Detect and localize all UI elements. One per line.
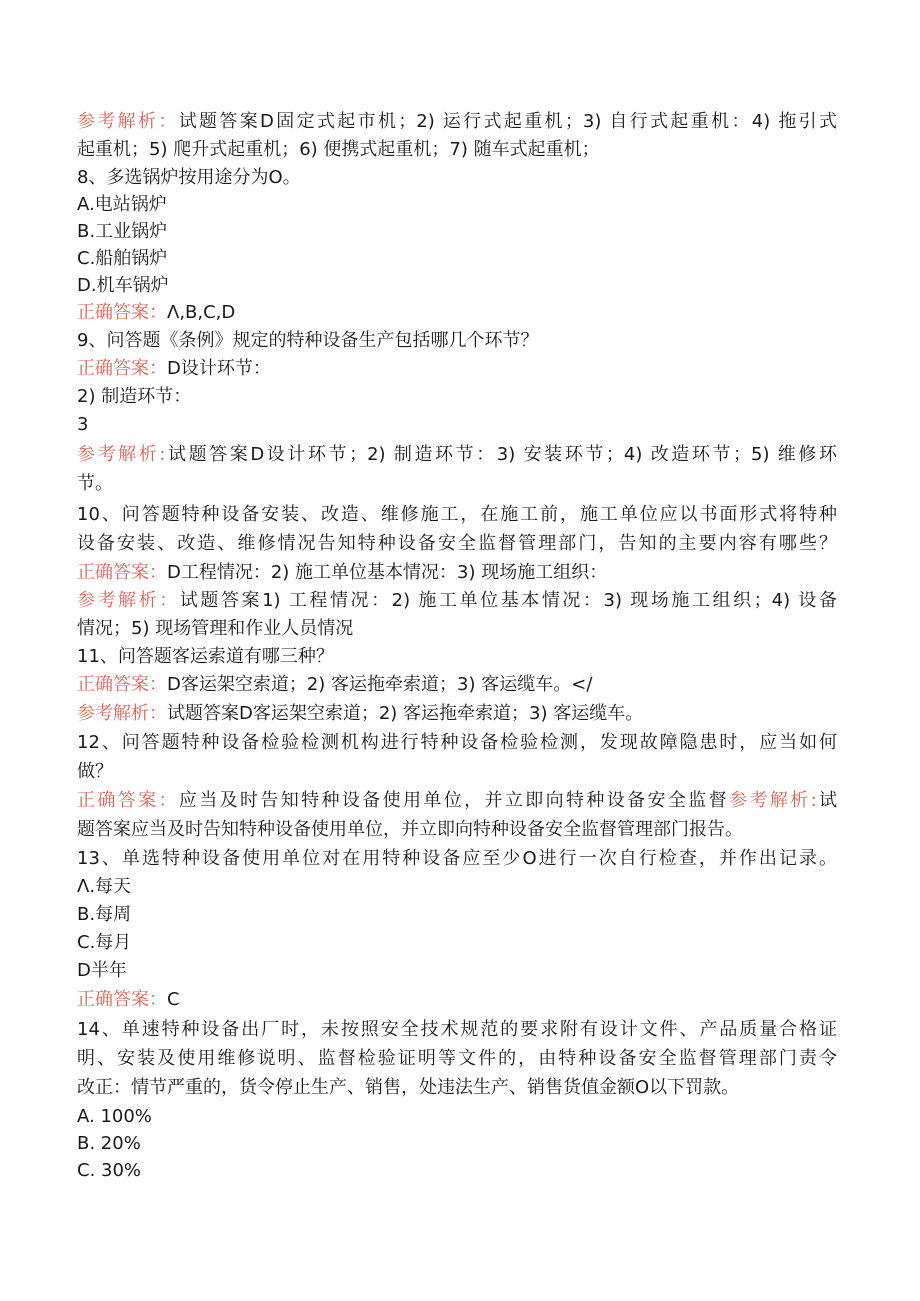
- question-10: 10、问答题特种设备安装、改造、维修施工，在施工前，施工单位应以书面形式将特种: [77, 504, 837, 525]
- analysis-text: 试题答案D客运架空索道；2) 客运拖牵索道；3) 客运缆车。: [167, 703, 644, 724]
- text-line: 设备安装、改造、维修情况告知特种设备安全监督管理部门，告知的主要内容有哪些？: [77, 533, 837, 554]
- analysis-line: [77, 108, 837, 136]
- analysis-text: 试: [816, 790, 837, 811]
- analysis-line: [77, 700, 837, 728]
- text-line: 起重机；5) 爬升式起重机；6) 便携式起重机；7) 随车式起重机；: [77, 139, 600, 160]
- option-b: B. 20%: [77, 1133, 141, 1154]
- option-c: C.每月: [77, 932, 132, 953]
- analysis-label: 参考解析：: [77, 111, 179, 132]
- option-a: A. 100%: [77, 1106, 152, 1127]
- answer-label: 正确答案：: [77, 790, 179, 811]
- option-d: D半年: [77, 960, 127, 981]
- text-line: 3: [77, 414, 89, 435]
- analysis-line: [77, 587, 837, 615]
- question-11: 11、问答题客运索道有哪三种？: [77, 646, 334, 667]
- analysis-label: 参考解析：: [77, 703, 167, 724]
- analysis-text: 试题答案1) 工程情况：2) 施工单位基本情况：3) 现场施工组织；4) 设备: [179, 590, 837, 611]
- text-line: 题答案应当及时告知特种设备使用单位，并立即向特种设备安全监督管理部门报告。: [77, 819, 743, 840]
- answer-line: [77, 671, 837, 699]
- option-c: C. 30%: [77, 1160, 142, 1181]
- answer-label: 正确答案：: [77, 989, 167, 1010]
- analysis-label: 参考解析:: [729, 790, 817, 811]
- answer-label: 正确答案：: [77, 562, 167, 583]
- analysis-line: [77, 441, 837, 469]
- question-12: 12、问答题特种设备检验检测机构进行特种设备检验检测，发现故障隐患时，应当如何: [77, 732, 837, 753]
- answer-label: 正确答案：: [77, 358, 167, 379]
- option-a: Λ.每天: [77, 876, 132, 897]
- answer-text: Λ,B,C,D: [167, 302, 236, 323]
- question-9: 9、问答题《条例》规定的特种设备生产包括哪几个环节？: [77, 330, 539, 351]
- answer-line: [77, 787, 837, 815]
- answer-line: [77, 986, 837, 1014]
- answer-text: D工程情况：2) 施工单位基本情况：3) 现场施工组织：: [167, 562, 608, 583]
- text-line: 明、安装及使用维修说明、监督检验证明等文件的，由特种设备安全监督管理部门责令: [77, 1048, 837, 1069]
- answer-text: D客运架空索道；2) 客运拖牵索道；3) 客运缆车。</: [167, 674, 593, 695]
- option-c: C.船舶锅炉: [77, 248, 168, 269]
- option-a: A.电站锅炉: [77, 194, 167, 215]
- answer-text: D设计环节：: [167, 358, 271, 379]
- question-8: 8、多选锅炉按用途分为O。: [77, 167, 301, 188]
- analysis-label: 参考解析:: [77, 444, 166, 465]
- analysis-text: 试题答案D固定式起市机；2) 运行式起重机；3) 自行式起重机：4) 拖引式: [178, 111, 837, 132]
- analysis-text: 试题答案D设计环节；2) 制造环节：3) 安装环节；4) 改造环节；5) 维修环: [165, 444, 837, 465]
- text-line: 做？: [77, 761, 113, 782]
- question-14: 14、单速特种设备出厂时，未按照安全技术规范的要求附有设计文件、产品质量合格证: [77, 1019, 837, 1040]
- answer-label: 正确答案：: [77, 302, 167, 323]
- answer-text: 应当及时告知特种设备使用单位，并立即向特种设备安全监督: [178, 790, 730, 811]
- option-b: B.工业锅炉: [77, 221, 168, 242]
- answer-line: [77, 355, 837, 383]
- analysis-label: 参考解析：: [77, 590, 180, 611]
- text-line: 情况；5) 现场管理和作业人员情况: [77, 618, 354, 639]
- answer-line: [77, 559, 837, 587]
- text-line: 2) 制造环节：: [77, 386, 192, 407]
- answer-text: C: [167, 989, 180, 1010]
- question-13: 13、单选特种设备使用单位对在用特种设备应至少O进行一次自行检查，并作出记录。: [77, 848, 837, 869]
- answer-line: [77, 299, 837, 327]
- text-line: 改正：情节严重的，货令停止生产、销售，处违法生产、销售货值金额O以下罚款。: [77, 1077, 740, 1098]
- text-line: 节。: [77, 473, 113, 494]
- option-d: D.机车锅炉: [77, 275, 169, 296]
- option-b: B.每周: [77, 904, 132, 925]
- answer-label: 正确答案：: [77, 674, 167, 695]
